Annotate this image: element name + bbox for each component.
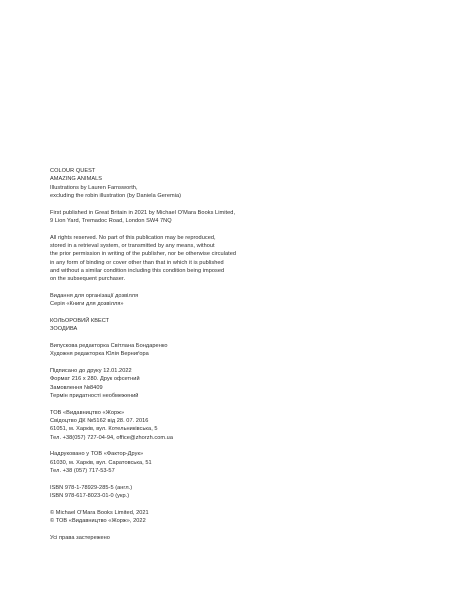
all-rights-reserved: Усі права застережено — [50, 534, 110, 541]
editors-block — [50, 342, 350, 359]
publication-line: 9 Lion Yard, Tremadoc Road, London SW4 7NQ — [50, 218, 172, 225]
illustrator-credit: excluding the robin illustration (by Daniela Geremia) — [50, 193, 182, 200]
rights-block — [50, 234, 350, 284]
rights-line: and without a similar condition including this condition being imposed — [50, 268, 225, 275]
print-details-block — [50, 367, 350, 400]
rights-line: in any form of binding or cover other than that in which it is published — [50, 259, 224, 266]
printer-line: Надруковано у ТОВ «Фактор-Друк» — [50, 451, 144, 458]
imprint-text — [50, 167, 350, 550]
rights-line: the prior permission in writing of the publisher, nor be otherwise circulated — [50, 251, 237, 258]
printer-line: 61030, м. Харків, вул. Саратовська, 51 — [50, 459, 152, 466]
copyright-block — [50, 509, 350, 526]
english-title-line: COLOUR QUEST — [50, 168, 96, 174]
print-detail-line: Замовлення №8409 — [50, 384, 103, 391]
publisher-line: Свідоцтво ДК №5162 від 28. 07. 2016 — [50, 417, 149, 424]
english-title-block — [50, 167, 350, 200]
publisher-block — [50, 409, 350, 442]
reserved-block — [50, 534, 350, 542]
rights-line: All rights reserved. No part of this publication may be reproduced, — [50, 234, 216, 241]
print-detail-line: Термін придатності необмежений — [50, 393, 139, 399]
series-line: Серія «Книги для дозвілля» — [50, 301, 124, 308]
copyright-line: © ТОВ «Видавництво «Жорж», 2022 — [50, 517, 146, 524]
editor-line: Випускова редакторка Світлана Бондаренко — [50, 342, 168, 349]
printer-line: Тел. +38 (057) 717-53-57 — [50, 468, 115, 474]
print-detail-line: Підписано до друку 12.01.2022 — [50, 367, 132, 374]
publisher-line: ТОВ «Видавництво «Жорж» — [50, 409, 125, 416]
series-line: Видання для організації дозвілля — [50, 293, 139, 300]
printer-block — [50, 450, 350, 475]
isbn-line: ISBN 978-617-8023-01-0 (укр.) — [50, 492, 130, 499]
print-detail-line: Формат 216 х 280. Друк офсетний — [50, 376, 140, 383]
publication-block — [50, 209, 350, 226]
publication-line: First published in Great Britain in 2021 by Michael O'Mara Books Limited, — [50, 209, 236, 216]
publisher-line: 61051, м. Харків, вул. Котельниківська, 5 — [50, 426, 158, 433]
publisher-line: Тел. +38(057) 727-04-94, office@zhorzh.com.ua — [50, 434, 173, 441]
editor-line: Художня редакторка Юлія Верниґора — [50, 351, 149, 358]
rights-line: on the subsequent purchaser. — [50, 276, 126, 283]
copyright-line: © Michael O'Mara Books Limited, 2021 — [50, 509, 149, 516]
rights-line: stored in a retrieval system, or transmitted by any means, without — [50, 243, 215, 249]
english-title-line: AMAZING ANIMALS — [50, 176, 103, 183]
isbn-line: ISBN 978-1-78929-285-5 (англ.) — [50, 484, 133, 491]
ukrainian-title-line: КОЛЬОРОВИЙ КВЕСТ — [50, 318, 110, 324]
ukrainian-title-line: ЗООДИВА — [50, 326, 78, 333]
ukrainian-title-block — [50, 317, 350, 334]
isbn-block — [50, 484, 350, 501]
series-block — [50, 292, 350, 309]
illustrator-credit: Illustrations by Lauren Farnsworth, — [50, 184, 138, 191]
